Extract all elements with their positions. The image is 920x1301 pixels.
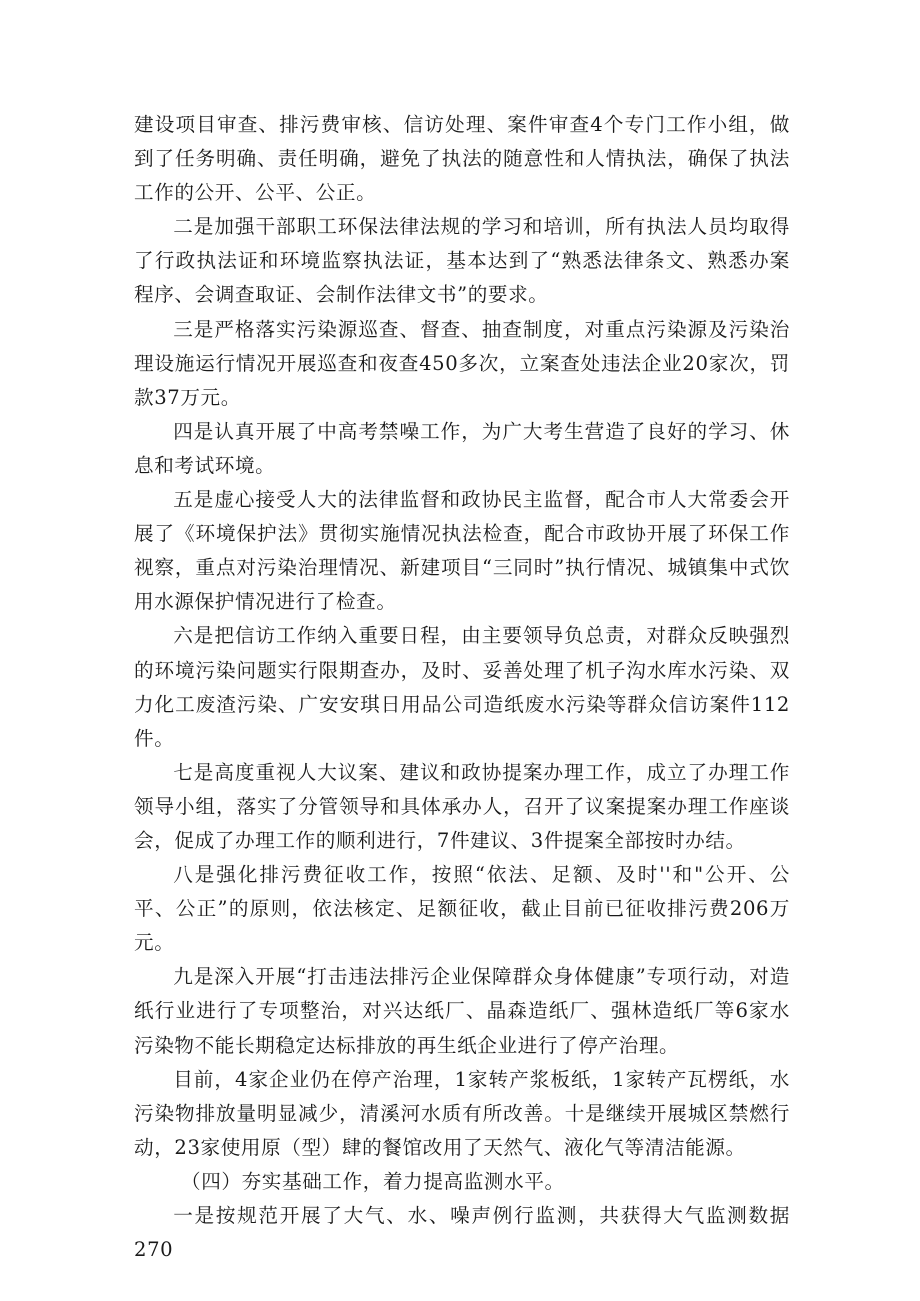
paragraph-current-status: 目前，4家企业仍在停产治理，1家转产浆板纸，1家转产瓦楞纸，水污染物排放量明显减少，清溪河水质有所改善。十是继续开展城区禁燃行动，23家使用原（型）肆的餐馆改用了天然气、液化气等清洁能源。 — [134, 1067, 790, 1159]
paragraph-monitoring: 一是按规范开展了大气、水、噪声例行监测，共获得大气监测数据270 — [134, 1204, 790, 1262]
paragraph-continuation: 建设项目审查、排污费审核、信访处理、案件审查4个专门工作小组，做到了任务明确、责任明确，避免了执法的随意性和人情执法，确保了执法工作的公开、公平、公正。 — [134, 113, 790, 205]
section-heading: （四）夯实基础工作，着力提高监测水平。 — [181, 1169, 565, 1193]
paragraph-item-4: 四是认真开展了中高考禁噪工作，为广大考生营造了良好的学习、休息和考试环境。 — [134, 419, 790, 477]
paragraph-item-6: 六是把信访工作纳入重要日程，由主要领导负总责，对群众反映强烈的环境污染问题实行限期查办，及时、妥善处理了机子沟水库水污染、双力化工废渣污染、广安安琪日用品公司造纸废水污染等群众信访案件112件。 — [134, 624, 790, 750]
paragraph-item-3: 三是严格落实污染源巡查、督查、抽查制度，对重点污染源及污染治理设施运行情况开展巡查和夜查450多次，立案查处违法企业20家次，罚款37万元。 — [134, 317, 790, 409]
paragraph-item-9: 九是深入开展“打击违法排污企业保障群众身体健康”专项行动，对造纸行业进行了专项整治，对兴达纸厂、晶森造纸厂、强林造纸厂等6家水污染物不能长期稳定达标排放的再生纸企业进行了停产治理。 — [134, 965, 790, 1057]
paragraph-item-2: 二是加强干部职工环保法律法规的学习和培训，所有执法人员均取得了行政执法证和环境监察执法证，基本达到了“熟悉法律条文、熟悉办案程序、会调查取证、会制作法律文书”的要求。 — [134, 215, 790, 307]
paragraph-item-5: 五是虚心接受人大的法律监督和政协民主监督，配合市人大常委会开展了《环境保护法》贯彻实施情况执法检查，配合市政协开展了环保工作视察，重点对污染治理情况、新建项目“三同时”执行情况、城镇集中式饮用水源保护情况进行了检查。 — [134, 488, 790, 614]
paragraph-item-8: 八是强化排污费征收工作，按照“依法、足额、及时''和"公开、公平、公正”的原则，依法核定、足额征收，截止目前已征收排污费206万元。 — [134, 863, 790, 955]
paragraph-item-7: 七是高度重视人大议案、建议和政协提案办理工作，成立了办理工作领导小组，落实了分管领导和具体承办人，召开了议案提案办理工作座谈会，促成了办理工作的顺利进行，7件建议、3件提案全部按时办结。 — [134, 760, 790, 852]
document-body — [134, 108, 790, 1267]
